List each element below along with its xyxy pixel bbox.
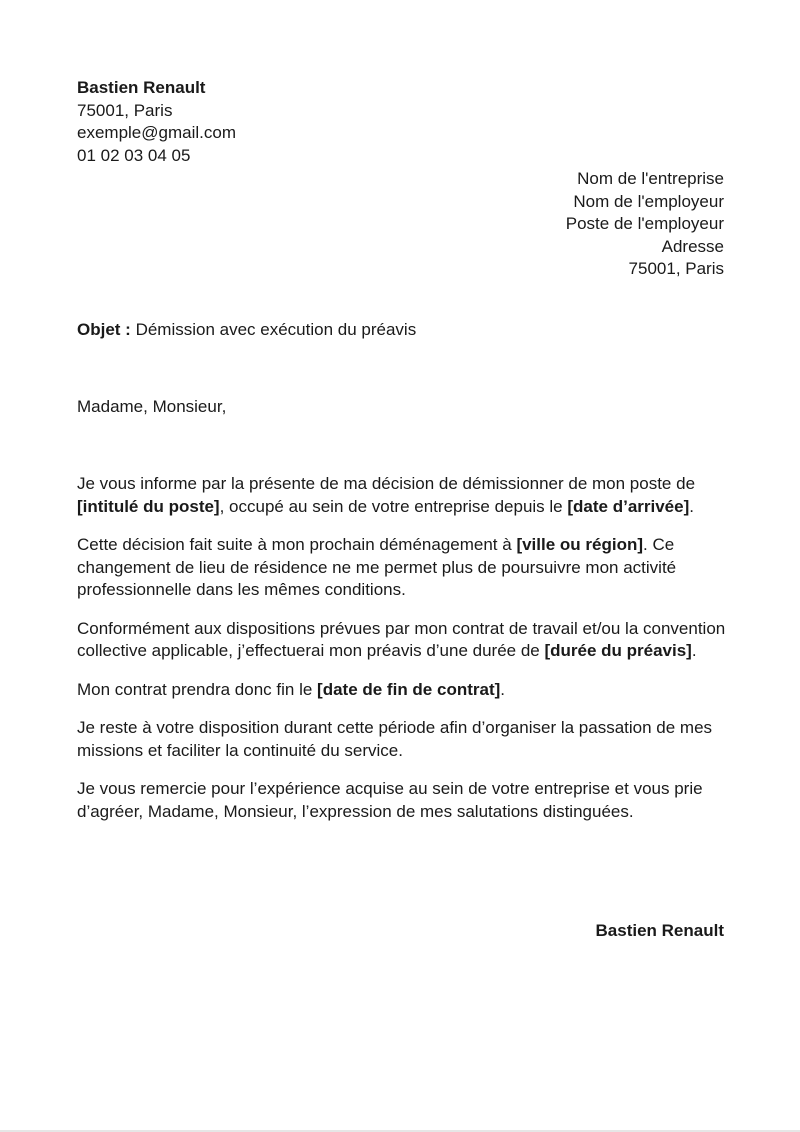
placeholder-arrival-date: [date d’arrivée] [567, 496, 690, 516]
greeting: Madame, Monsieur, [77, 397, 227, 416]
signature: Bastien Renault [595, 921, 724, 940]
paragraph-reason [77, 534, 727, 602]
paragraph-text: . [689, 496, 694, 516]
recipient-address: Adresse [661, 236, 724, 256]
recipient-company: Nom de l'entreprise [577, 169, 724, 188]
paragraph-notice [77, 618, 727, 663]
recipient-employer-name: Nom de l'employeur [573, 191, 724, 211]
sender-city: 75001, Paris [77, 100, 173, 120]
placeholder-contract-end-date: [date de fin de contrat] [317, 679, 501, 699]
paragraph-text: Cette décision fait suite à mon prochain déménagement à [77, 535, 517, 554]
paragraph-availability [77, 717, 727, 762]
paragraph-text: Je reste à votre disposition durant cette période afin d’organiser la passation de mes missions et faciliter la continuité du service. [77, 718, 713, 760]
placeholder-city-region: [ville ou région] [516, 535, 643, 554]
paragraph-text: , occupé au sein de votre entreprise depuis le [219, 496, 568, 516]
sender-block [77, 77, 236, 167]
paragraph-end-date [77, 679, 727, 702]
paragraph-text: Mon contrat prendra donc fin le [77, 679, 318, 699]
object-label: Objet : [77, 320, 131, 339]
paragraph-text: . [500, 679, 505, 699]
recipient-block [566, 168, 724, 281]
sender-phone: 01 02 03 04 05 [77, 145, 191, 165]
recipient-city: 75001, Paris [628, 259, 724, 278]
sender-name: Bastien Renault [77, 78, 206, 97]
placeholder-job-title: [intitulé du poste] [77, 496, 220, 516]
recipient-employer-position: Poste de l'employeur [565, 214, 724, 233]
object-line [77, 319, 416, 342]
paragraph-text: Je vous remercie pour l’expérience acquise au sein de votre entreprise et vous prie d’agréer, Madame, Monsieur, l’expression de mes salutations distinguées. [77, 779, 703, 821]
placeholder-notice-duration: [durée du préavis] [544, 641, 692, 660]
paragraph-text: . Ce changement de lieu de résidence ne me permet plus de poursuivre mon activité professionnelle dans les mêmes conditions. [77, 535, 677, 599]
letter-body [77, 473, 727, 839]
paragraph-text: Je vous informe par la présente de ma décision de démissionner de mon poste de [77, 474, 696, 493]
paragraph-resignation [77, 473, 727, 518]
paragraph-closing [77, 778, 727, 823]
paragraph-text: . [691, 641, 697, 660]
sender-email: exemple@gmail.com [77, 123, 236, 142]
paragraph-text: Conformément aux dispositions prévues par mon contrat de travail et/ou la convention collective applicable, j’effectuerai mon préavis d’une durée de [77, 618, 726, 660]
object-text: Démission avec exécution du préavis [130, 320, 417, 339]
